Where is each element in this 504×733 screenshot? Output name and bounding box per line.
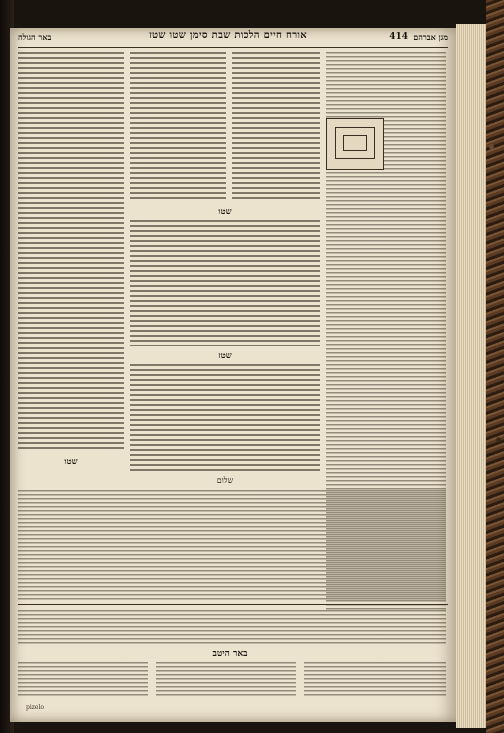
running-header [18,30,448,46]
bottom-notes [18,610,446,644]
section-heading: שטז [218,351,232,361]
page-stack-edge [456,24,486,728]
main-text-block-2 [232,52,320,202]
main-text-block-4 [130,364,320,472]
main-text-block-1 [130,52,226,202]
notes-heading: באר היטב [212,649,248,659]
notes-column-3 [304,662,446,698]
page-content [10,0,456,733]
section-heading: שטו [64,457,78,467]
header-left: באר הגולה [18,32,52,42]
header-rule [18,47,448,48]
page-number: 414 [389,32,408,42]
notes-column-2 [156,662,296,698]
section-heading: שטו [218,207,232,217]
commentary-column-left [18,52,124,452]
section-marker: שלום [216,476,234,485]
notes-column-1 [18,662,148,698]
header-right: מגן אברהם [413,32,448,42]
diagram-box [326,118,384,170]
bottom-commentary [18,490,446,600]
diagram-small-rect [343,135,367,151]
notes-divider [18,604,448,605]
header-title: אורח חיים הלכות שבת סימן שטו שטז [148,30,308,41]
footer-signature: pizelo [26,704,45,711]
book-cover-edge [486,0,504,733]
main-text-block-3 [130,220,320,346]
